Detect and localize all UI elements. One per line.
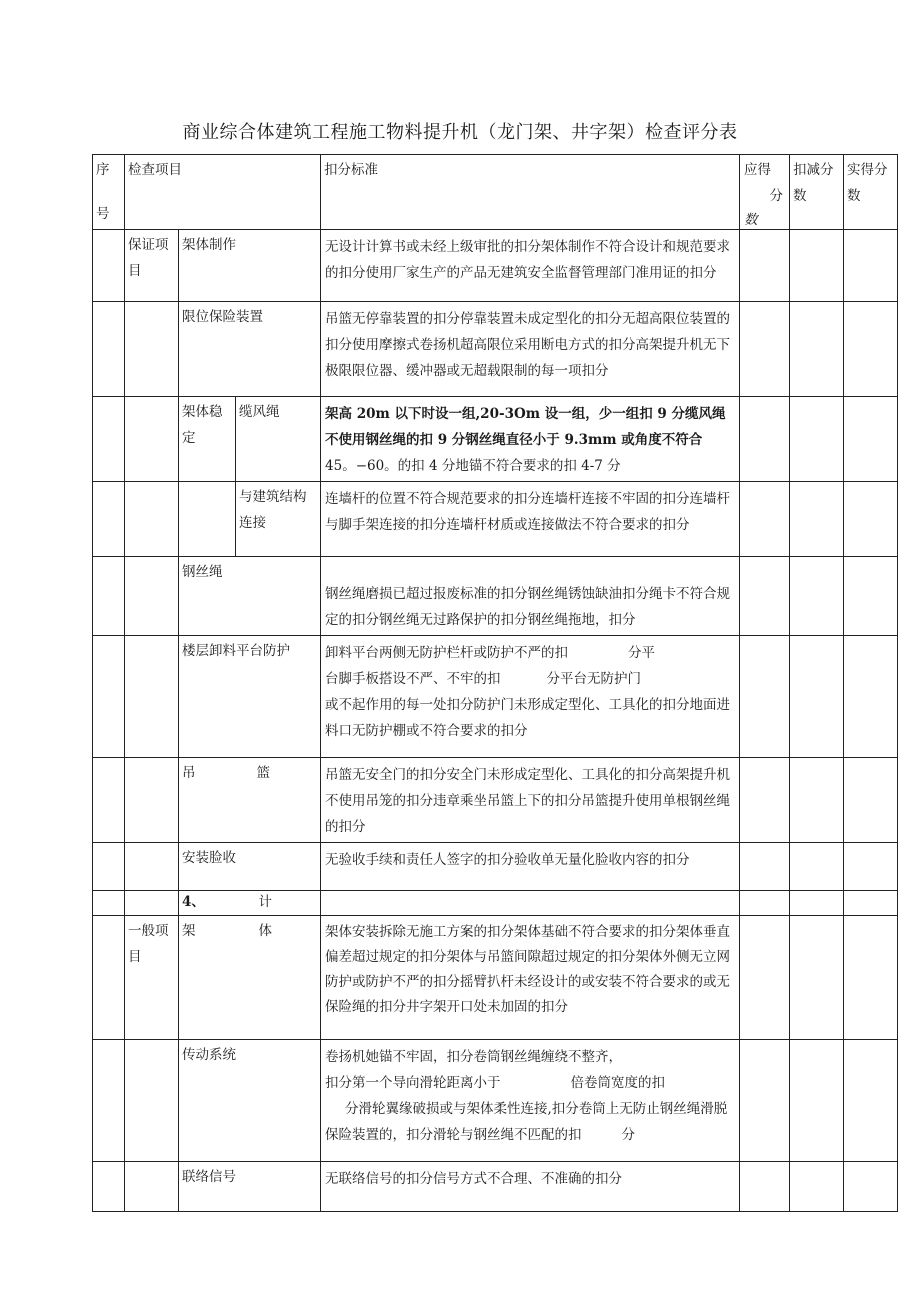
- table-row: [93, 302, 898, 397]
- sub-item-connect: 与建筑结构连接: [236, 482, 321, 557]
- section-cell: [125, 557, 179, 636]
- sub-item-guy-rope: 缆风绳: [236, 397, 321, 482]
- section-cell: [125, 1040, 179, 1162]
- seq-cell: [93, 636, 125, 758]
- item-stability: 架体稳定: [179, 397, 236, 482]
- seq-cell: [93, 557, 125, 636]
- seq-cell: [93, 758, 125, 843]
- score-should: [740, 916, 790, 1040]
- score-deduct: [790, 891, 844, 916]
- score-should: [740, 557, 790, 636]
- score-deduct: [790, 758, 844, 843]
- seq-cell: [93, 843, 125, 891]
- section-general: 一般项目: [125, 916, 179, 1040]
- table-row: [93, 230, 898, 302]
- table-row: [93, 1040, 898, 1162]
- standard-transmission: 卷扬机她锚不牢固，扣分卷筒钢丝绳缠绕不整齐， 扣分第一个导向滑轮距离小于 倍卷筒宽度的扣 分滑轮翼缘破损或与架体柔性连接,扣分卷筒上无防止钢丝绳滑脱保险装置的，扣分滑轮与钢丝绳不匹配的扣 分: [321, 1040, 740, 1162]
- table-row: [93, 557, 898, 636]
- score-should: [740, 1162, 790, 1212]
- score-should: [740, 891, 790, 916]
- item-limit: 限位保险装置: [179, 302, 321, 397]
- header-seq: 序 号: [93, 155, 125, 230]
- score-actual: [844, 916, 898, 1040]
- section-guarantee: 保证项目: [125, 230, 179, 302]
- score-deduct: [790, 843, 844, 891]
- item-cell: [179, 482, 236, 557]
- score-should: [740, 636, 790, 758]
- item-platform: 楼层卸料平台防护: [179, 636, 321, 758]
- table-row: [93, 397, 898, 482]
- score-actual: [844, 230, 898, 302]
- seq-cell: [93, 1162, 125, 1212]
- score-deduct: [790, 557, 844, 636]
- header-actual-score: 实得分数: [844, 155, 898, 230]
- score-deduct: [790, 1040, 844, 1162]
- score-actual: [844, 397, 898, 482]
- seq-cell: [93, 302, 125, 397]
- seq-cell: [93, 891, 125, 916]
- header-item: 检查项目: [125, 155, 321, 230]
- score-actual: [844, 482, 898, 557]
- score-actual: [844, 557, 898, 636]
- score-should: [740, 758, 790, 843]
- page-title: 商业综合体建筑工程施工物料提升机（龙门架、井字架）检查评分表: [182, 122, 738, 143]
- section-cell: [125, 1162, 179, 1212]
- standard-limit: 吊篮无停靠装置的扣分停靠装置未成定型化的扣分无超高限位装置的扣分使用摩擦式卷扬机超高限位采用断电方式的扣分高架提升机无下极限限位器、缓冲器或无超载限制的每一项扣分: [321, 302, 740, 397]
- score-actual: [844, 891, 898, 916]
- seq-cell: [93, 397, 125, 482]
- section-cell: [125, 482, 179, 557]
- standard-frame-general: 架体安装拆除无施工方案的扣分架体基础不符合要求的扣分架体垂直偏差超过规定的扣分架体与吊篮间隙超过规定的扣分架体外侧无立网防护或防护不严的扣分摇臂扒杆未经设计的或安装不符合要求的或无保险绳的扣分井字架开口处未加固的扣分: [321, 916, 740, 1040]
- standard-platform: 卸料平台两侧无防护栏杆或防护不严的扣 分平 台脚手板搭设不严、不牢的扣 分平台无防护门 或不起作用的每一处扣分防护门未形成定型化、工具化的扣分地面进料口无防护棚或不符合要求的扣分: [321, 636, 740, 758]
- score-deduct: [790, 482, 844, 557]
- table-row: [93, 843, 898, 891]
- item-subtotal: 4、 计: [179, 891, 321, 916]
- score-should: [740, 397, 790, 482]
- standard-accept: 无验收手续和责任人签字的扣分验收单无量化脸收内容的扣分: [321, 843, 740, 891]
- table-row: [93, 916, 898, 1040]
- standard-wire: 钢丝绳磨损已超过报废标准的扣分钢丝绳锈蚀缺油扣分绳卡不符合规定的扣分钢丝绳无过路保护的扣分钢丝绳拖地，扣分: [321, 557, 740, 636]
- header-should-score: 应得 分 数: [740, 155, 790, 230]
- standard-basket: 吊篮无安全门的扣分安全门未形成定型化、工具化的扣分高架提升机不使用吊笼的扣分违章乘坐吊篮上下的扣分吊篮提升使用单根钢丝绳的扣分: [321, 758, 740, 843]
- inspection-table: [92, 154, 898, 1212]
- table-row: [93, 1162, 898, 1212]
- seq-cell: [93, 916, 125, 1040]
- table-row: [93, 636, 898, 758]
- score-should: [740, 1040, 790, 1162]
- score-deduct: [790, 397, 844, 482]
- standard-frame-make: 无设计计算书或未经上级审批的扣分架体制作不符合设计和规范要求的扣分使用厂家生产的产品无建筑安全监督管理部门准用证的扣分: [321, 230, 740, 302]
- score-actual: [844, 636, 898, 758]
- table-row: [93, 758, 898, 843]
- score-deduct: [790, 636, 844, 758]
- header-row: [93, 155, 898, 230]
- score-should: [740, 843, 790, 891]
- score-should: [740, 302, 790, 397]
- item-frame-make: 架体制作: [179, 230, 321, 302]
- score-actual: [844, 758, 898, 843]
- item-basket: 吊 篮: [179, 758, 321, 843]
- item-transmission: 传动系统: [179, 1040, 321, 1162]
- standard-subtotal: [321, 891, 740, 916]
- section-cell: [125, 397, 179, 482]
- seq-cell: [93, 230, 125, 302]
- item-signal: 联络信号: [179, 1162, 321, 1212]
- standard-stability: 架高 20m 以下时设一组,20-3Om 设一组，少一组扣 9 分缆风绳不使用钢丝绳的扣 9 分钢丝绳直径小于 9.3mm 或角度不符合 45。−60。的扣 4 分地锚不符合要求的扣 4-7 分: [321, 397, 740, 482]
- section-cell: [125, 758, 179, 843]
- section-cell: [125, 302, 179, 397]
- item-frame-general: 架 体: [179, 916, 321, 1040]
- score-deduct: [790, 302, 844, 397]
- table-row: [93, 482, 898, 557]
- score-deduct: [790, 1162, 844, 1212]
- score-deduct: [790, 230, 844, 302]
- section-cell: [125, 843, 179, 891]
- score-actual: [844, 843, 898, 891]
- score-deduct: [790, 916, 844, 1040]
- score-actual: [844, 302, 898, 397]
- header-deduct-score: 扣减分数: [790, 155, 844, 230]
- section-cell: [125, 636, 179, 758]
- score-actual: [844, 1162, 898, 1212]
- item-wire: 钢丝绳: [179, 557, 321, 636]
- score-actual: [844, 1040, 898, 1162]
- standard-connect: 连墙杆的位置不符合规范要求的扣分连墙杆连接不牢固的扣分连墙杆与脚手架连接的扣分连墙杆材质或连接做法不符合要求的扣分: [321, 482, 740, 557]
- item-accept: 安装脸收: [179, 843, 321, 891]
- subtotal-row: [93, 891, 898, 916]
- seq-cell: [93, 482, 125, 557]
- header-standard: 扣分标准: [321, 155, 740, 230]
- standard-signal: 无联络信号的扣分信号方式不合理、不准确的扣分: [321, 1162, 740, 1212]
- section-cell: [125, 891, 179, 916]
- seq-cell: [93, 1040, 125, 1162]
- score-should: [740, 482, 790, 557]
- score-should: [740, 230, 790, 302]
